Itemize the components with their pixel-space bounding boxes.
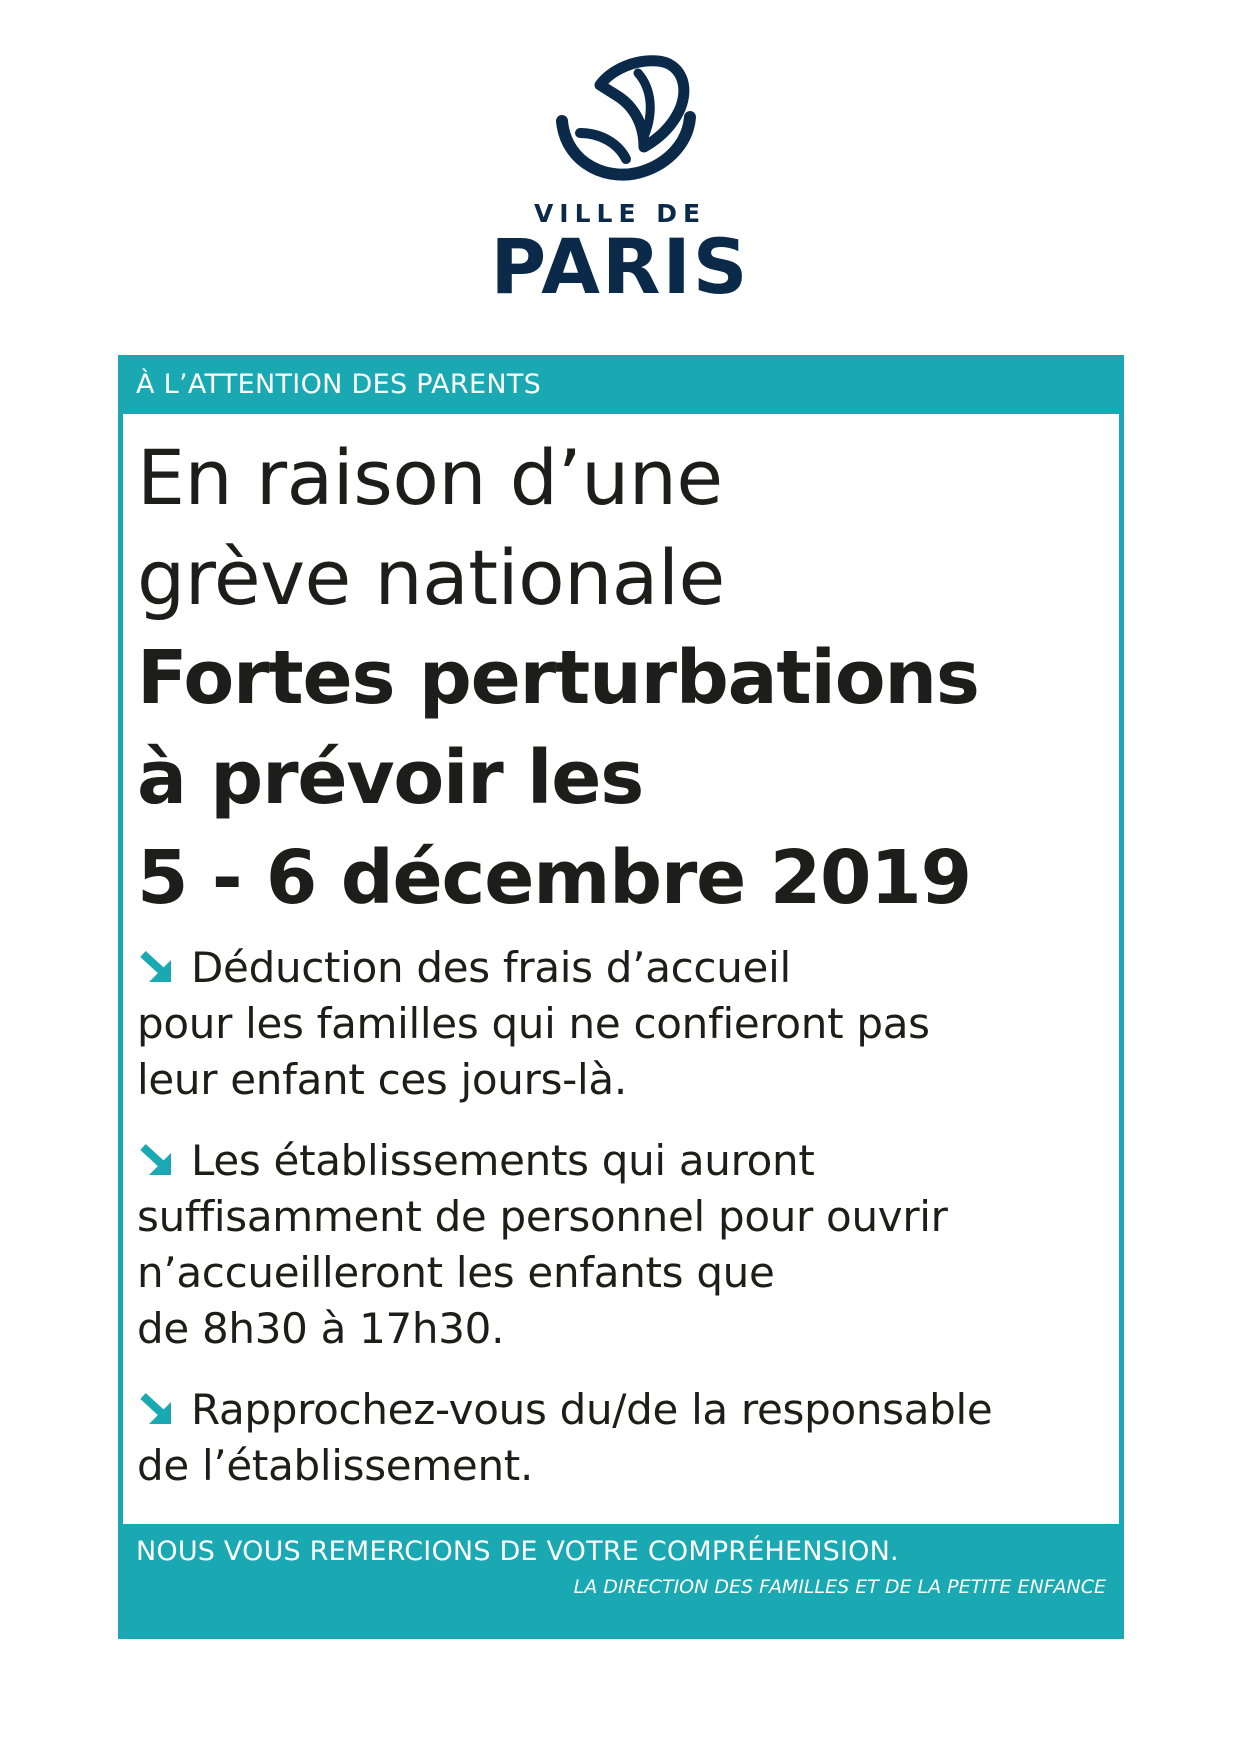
headline-intro-line: En raison d’une — [137, 433, 723, 522]
notice-header: À L’ATTENTION DES PARENTS — [136, 369, 542, 400]
notice-panel — [118, 355, 1124, 1639]
info-point-line: n’accueilleront les enfants que — [137, 1248, 775, 1297]
info-point-contact-manager — [137, 1382, 1119, 1494]
info-point-fee-deduction — [137, 940, 1119, 1108]
headline-date-line: 5 - 6 décembre 2019 — [137, 835, 971, 921]
info-point-text: Rapprochez-vous du/de la responsable — [191, 1385, 993, 1434]
headline-main-line: à prévoir les — [137, 735, 644, 821]
arrow-down-right-icon — [137, 1392, 175, 1428]
logo-ville-de-text: VILLE DE — [533, 199, 707, 228]
headline-intro-line: grève nationale — [137, 533, 725, 622]
info-point-line: leur enfant ces jours-là. — [137, 1055, 627, 1104]
info-point-line — [137, 1382, 1119, 1438]
paris-ship-emblem-icon — [540, 55, 700, 195]
info-point-line: pour les familles qui ne confieront pas — [137, 999, 930, 1048]
footer-signature: LA DIRECTION DES FAMILLES ET DE LA PETITE ENFANCE — [573, 1576, 1106, 1598]
logo-paris-text: PARIS — [490, 222, 750, 311]
info-point-text: Les établissements qui auront — [191, 1136, 815, 1185]
ville-de-paris-logo — [0, 55, 1240, 311]
info-point-text: Déduction des frais d’accueil — [191, 943, 791, 992]
arrow-down-right-icon — [137, 950, 175, 986]
info-point-line: de l’établissement. — [137, 1441, 534, 1490]
info-point-opening-hours — [137, 1133, 1119, 1357]
info-point-line — [137, 940, 1119, 996]
notice-footer — [136, 1532, 1106, 1602]
headline-intro — [137, 428, 1119, 628]
headline-main-line: Fortes perturbations — [137, 635, 979, 721]
headline-main — [137, 628, 1119, 928]
info-point-line: suffisamment de personnel pour ouvrir — [137, 1192, 948, 1241]
info-point-line — [137, 1133, 1119, 1189]
footer-thanks-text: NOUS VOUS REMERCIONS DE VOTRE COMPRÉHENSION. — [136, 1536, 899, 1567]
arrow-down-right-icon — [137, 1143, 175, 1179]
info-point-line: de 8h30 à 17h30. — [137, 1304, 505, 1353]
notice-body — [123, 414, 1119, 1524]
